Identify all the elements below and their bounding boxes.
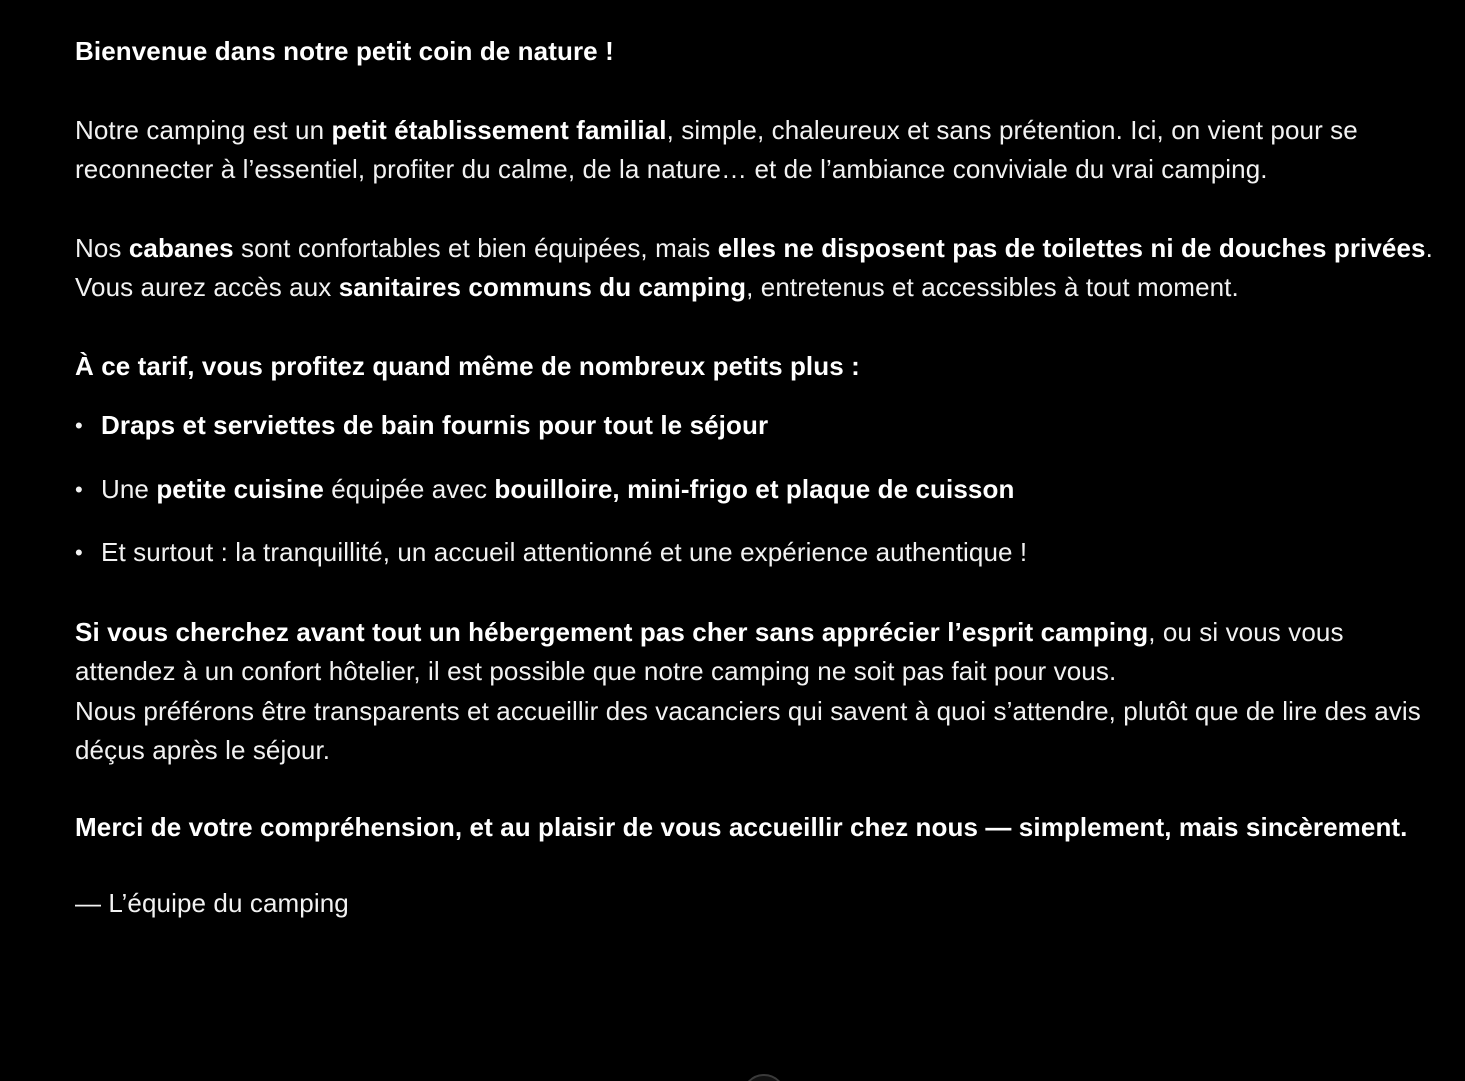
warning-bold-1: Si vous cherchez avant tout un hébergement pas cher sans apprécier l’esprit camping — [75, 616, 1149, 647]
signature: — L’équipe du camping — [75, 887, 349, 918]
warning-text-2: Nous préférons être transparents et accueillir des vacanciers qui savent à quoi s’attendre, plutôt que de lire des avis déçus après le séjour. — [75, 695, 1421, 765]
perk-2-text-1: Une — [101, 473, 157, 504]
perk-3-text-1: Et surtout : la tranquillité, un accueil attentionné et une expérience authentique ! — [101, 537, 1028, 567]
intro-paragraph — [75, 111, 1435, 190]
list-item — [75, 533, 1435, 573]
warning-text-1: , ou si vous vous attendez à un confort hôtelier, il est possible que notre camping ne soit pas fait pour vous. — [75, 616, 1344, 686]
list-item — [75, 406, 1435, 446]
bullet-icon: • — [75, 540, 83, 565]
intro-text-2: , simple, chaleureux et sans prétention. Ici, on vient pour se reconnecter à l’essentiel, profiter du calme, de la nature… et de l’ambiance conviviale du vrai camping. — [75, 114, 1358, 184]
perks-list — [75, 406, 1435, 573]
cabins-bold-3: sanitaires communs du camping — [338, 272, 747, 302]
bullet-icon: • — [75, 413, 83, 438]
cabins-text-1: Nos — [75, 232, 129, 263]
cabins-text-3: . Vous aurez accès aux — [75, 232, 1433, 302]
perk-2-bold-1: petite cuisine — [156, 473, 324, 504]
welcome-heading-text: Bienvenue dans notre petit coin de nature ! — [75, 36, 614, 66]
warning-paragraph — [75, 613, 1435, 771]
list-item — [75, 470, 1435, 510]
perks-title-text: À ce tarif, vous profitez quand même de nombreux petits plus : — [75, 350, 860, 381]
welcome-heading — [75, 32, 1435, 72]
cabins-bold-2: elles ne disposent pas de toilettes ni de douches privées — [717, 232, 1426, 263]
perk-1-bold-1: Draps et serviettes de bain fournis pour tout le séjour — [101, 410, 769, 440]
bullet-icon: • — [75, 476, 83, 502]
thanks-paragraph — [75, 810, 1435, 845]
cabins-bold-1: cabanes — [128, 232, 234, 263]
perk-2-bold-2: bouilloire, mini-frigo et plaque de cuisson — [494, 473, 1015, 504]
perks-title — [75, 347, 1435, 387]
cabins-text-4: , entretenus et accessibles à tout moment. — [746, 272, 1239, 302]
thanks-text: Merci de votre compréhension, et au plaisir de vous accueillir chez nous — simplement, mais sincèrement. — [75, 811, 1408, 842]
intro-bold-1: petit établissement familial — [331, 114, 667, 145]
cabins-paragraph — [75, 229, 1435, 308]
intro-text-1: Notre camping est un — [75, 114, 332, 145]
message-body — [75, 32, 1435, 923]
cabins-text-2: sont confortables et bien équipées, mais — [233, 232, 718, 263]
scroll-down-button[interactable] — [742, 1074, 786, 1081]
perk-2-text-2: équipée avec — [323, 473, 495, 504]
